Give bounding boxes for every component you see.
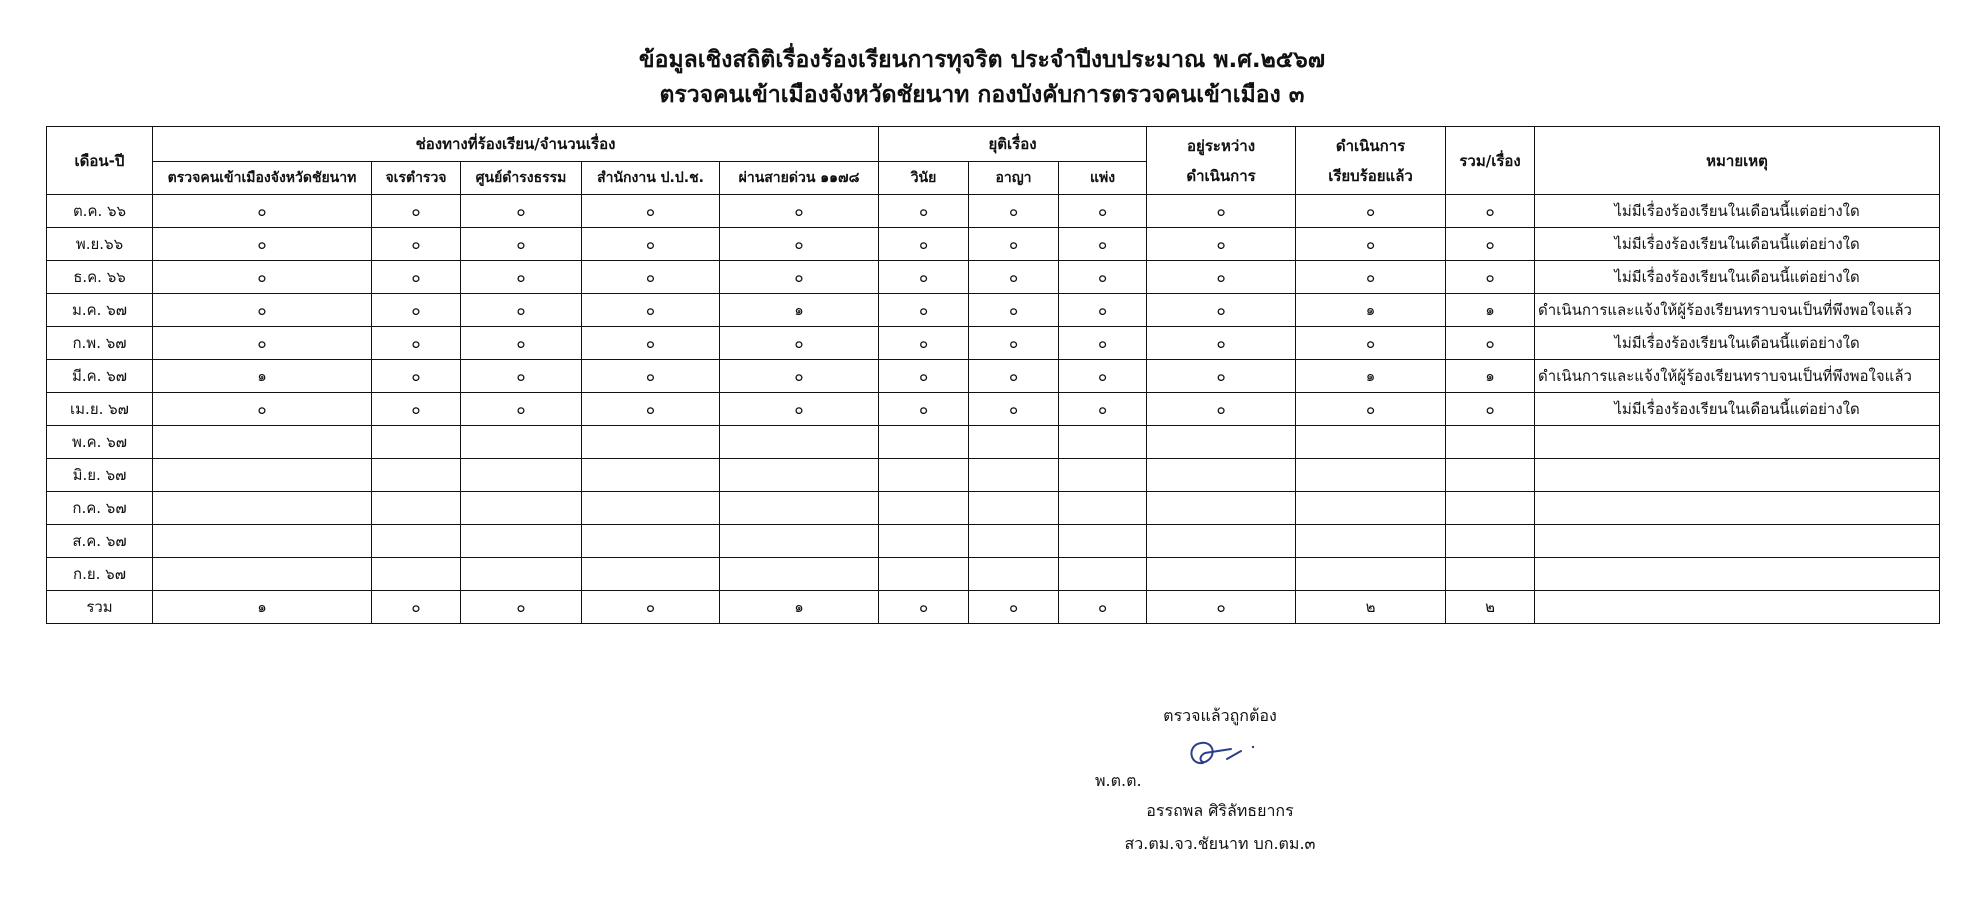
cell-end-civil xyxy=(1059,459,1147,492)
table-row xyxy=(47,294,1940,327)
cell-completed: ๐ xyxy=(1296,327,1446,360)
cell-completed xyxy=(1296,558,1446,591)
cell-in-progress xyxy=(1147,525,1296,558)
cell-channel-inspector xyxy=(372,492,461,525)
cell-channel-pacc: ๐ xyxy=(582,261,720,294)
cell-channel-office: ๐ xyxy=(153,327,372,360)
cell-channel-inspector: ๐ xyxy=(372,228,461,261)
cell-end-criminal: ๐ xyxy=(969,228,1059,261)
table-row xyxy=(47,459,1940,492)
cell-total: ๒ xyxy=(1446,591,1535,624)
header-end-group: ยุติเรื่อง xyxy=(879,127,1147,162)
cell-total: ๐ xyxy=(1446,195,1535,228)
cell-end-criminal xyxy=(969,492,1059,525)
cell-channel-office xyxy=(153,558,372,591)
cell-channel-inspector xyxy=(372,426,461,459)
cell-channel-pacc: ๐ xyxy=(582,591,720,624)
cell-remark: ดำเนินการและแจ้งให้ผู้ร้องเรียนทราบจนเป็นที่พึงพอใจแล้ว xyxy=(1535,294,1940,327)
table-row xyxy=(47,195,1940,228)
cell-end-criminal: ๐ xyxy=(969,327,1059,360)
cell-end-civil: ๐ xyxy=(1059,195,1147,228)
signer-name: อรรถพล ศิริลัทธยากร xyxy=(1146,801,1294,820)
cell-completed xyxy=(1296,525,1446,558)
cell-in-progress: ๐ xyxy=(1147,228,1296,261)
cell-end-discipline xyxy=(879,558,969,591)
cell-completed xyxy=(1296,459,1446,492)
header-in-progress-line1: อยู่ระหว่าง xyxy=(1187,136,1256,155)
header-channel-office: ตรวจคนเข้าเมืองจังหวัดชัยนาท xyxy=(153,162,372,195)
cell-channel-justice-center: ๐ xyxy=(461,591,582,624)
cell-end-civil: ๐ xyxy=(1059,360,1147,393)
cell-completed xyxy=(1296,426,1446,459)
cell-remark xyxy=(1535,558,1940,591)
cell-channel-justice-center: ๐ xyxy=(461,327,582,360)
cell-channel-pacc: ๐ xyxy=(582,195,720,228)
signer-position: สว.ตม.จว.ชัยนาท บก.ตม.๓ xyxy=(1124,834,1316,853)
cell-channel-pacc xyxy=(582,525,720,558)
cell-remark: ไม่มีเรื่องร้องเรียนในเดือนนี้แต่อย่างใด xyxy=(1535,195,1940,228)
complaint-statistics-table xyxy=(46,126,1940,624)
cell-total xyxy=(1446,558,1535,591)
cell-remark: ไม่มีเรื่องร้องเรียนในเดือนนี้แต่อย่างใด xyxy=(1535,261,1940,294)
cell-end-civil: ๐ xyxy=(1059,228,1147,261)
cell-month: ก.ย. ๖๗ xyxy=(47,558,153,591)
cell-remark xyxy=(1535,525,1940,558)
cell-month: เม.ย. ๖๗ xyxy=(47,393,153,426)
cell-end-discipline xyxy=(879,459,969,492)
cell-total xyxy=(1446,525,1535,558)
cell-channel-justice-center xyxy=(461,492,582,525)
cell-completed: ๑ xyxy=(1296,294,1446,327)
cell-total: ๐ xyxy=(1446,261,1535,294)
cell-end-discipline: ๐ xyxy=(879,261,969,294)
cell-end-criminal: ๐ xyxy=(969,261,1059,294)
cell-end-criminal xyxy=(969,558,1059,591)
header-channel-hotline: ผ่านสายด่วน ๑๑๗๘ xyxy=(720,162,879,195)
cell-total: ๑ xyxy=(1446,294,1535,327)
cell-month: ม.ค. ๖๗ xyxy=(47,294,153,327)
table-body xyxy=(47,195,1940,624)
document-title: ข้อมูลเชิงสถิติเรื่องร้องเรียนการทุจริต ประจำปีงบประมาณ พ.ศ.๒๕๖๗ xyxy=(638,47,1326,73)
verified-label: ตรวจแล้วถูกต้อง xyxy=(1163,706,1277,725)
cell-end-discipline: ๐ xyxy=(879,294,969,327)
cell-channel-office: ๐ xyxy=(153,228,372,261)
cell-channel-hotline xyxy=(720,426,879,459)
table-row xyxy=(47,360,1940,393)
cell-month: ต.ค. ๖๖ xyxy=(47,195,153,228)
cell-channel-inspector xyxy=(372,558,461,591)
cell-channel-justice-center xyxy=(461,459,582,492)
cell-month: มิ.ย. ๖๗ xyxy=(47,459,153,492)
cell-remark: ดำเนินการและแจ้งให้ผู้ร้องเรียนทราบจนเป็นที่พึงพอใจแล้ว xyxy=(1535,360,1940,393)
table-row xyxy=(47,492,1940,525)
cell-total: ๐ xyxy=(1446,327,1535,360)
header-completed-line2: เรียบร้อยแล้ว xyxy=(1328,166,1413,185)
header-remarks: หมายเหตุ xyxy=(1535,127,1940,195)
header-in-progress xyxy=(1147,127,1296,195)
header-total: รวม/เรื่อง xyxy=(1446,127,1535,195)
cell-remark xyxy=(1535,459,1940,492)
cell-end-civil: ๐ xyxy=(1059,393,1147,426)
cell-completed: ๒ xyxy=(1296,591,1446,624)
cell-end-civil xyxy=(1059,426,1147,459)
cell-month: ก.ค. ๖๗ xyxy=(47,492,153,525)
cell-end-discipline: ๐ xyxy=(879,393,969,426)
table-row xyxy=(47,327,1940,360)
cell-channel-hotline xyxy=(720,492,879,525)
cell-end-discipline xyxy=(879,525,969,558)
cell-end-criminal: ๐ xyxy=(969,591,1059,624)
cell-end-civil xyxy=(1059,492,1147,525)
cell-channel-office xyxy=(153,459,372,492)
cell-in-progress xyxy=(1147,558,1296,591)
cell-channel-hotline: ๐ xyxy=(720,393,879,426)
cell-completed: ๐ xyxy=(1296,195,1446,228)
cell-channel-inspector: ๐ xyxy=(372,294,461,327)
cell-total xyxy=(1446,459,1535,492)
cell-in-progress xyxy=(1147,426,1296,459)
cell-end-civil: ๐ xyxy=(1059,294,1147,327)
cell-channel-pacc: ๐ xyxy=(582,327,720,360)
cell-completed xyxy=(1296,492,1446,525)
cell-completed: ๐ xyxy=(1296,393,1446,426)
cell-month: รวม xyxy=(47,591,153,624)
cell-end-discipline xyxy=(879,426,969,459)
cell-channel-hotline xyxy=(720,558,879,591)
cell-end-criminal xyxy=(969,459,1059,492)
cell-in-progress: ๐ xyxy=(1147,393,1296,426)
cell-in-progress: ๐ xyxy=(1147,261,1296,294)
cell-month: ส.ค. ๖๗ xyxy=(47,525,153,558)
cell-in-progress: ๐ xyxy=(1147,195,1296,228)
cell-channel-pacc xyxy=(582,459,720,492)
cell-channel-pacc xyxy=(582,558,720,591)
header-completed xyxy=(1296,127,1446,195)
cell-channel-hotline: ๐ xyxy=(720,228,879,261)
cell-remark xyxy=(1535,591,1940,624)
table-row xyxy=(47,228,1940,261)
cell-end-discipline: ๐ xyxy=(879,360,969,393)
cell-in-progress: ๐ xyxy=(1147,327,1296,360)
signer-rank: พ.ต.ต. xyxy=(1095,771,1142,790)
table-row xyxy=(47,393,1940,426)
cell-channel-justice-center: ๐ xyxy=(461,360,582,393)
cell-month: พ.ย.๖๖ xyxy=(47,228,153,261)
cell-channel-inspector: ๐ xyxy=(372,261,461,294)
cell-channel-inspector: ๐ xyxy=(372,360,461,393)
cell-end-discipline: ๐ xyxy=(879,591,969,624)
cell-channel-pacc: ๐ xyxy=(582,294,720,327)
header-end-criminal: อาญา xyxy=(969,162,1059,195)
cell-channel-hotline: ๐ xyxy=(720,195,879,228)
cell-channel-pacc: ๐ xyxy=(582,360,720,393)
cell-channel-office: ๑ xyxy=(153,591,372,624)
cell-end-civil xyxy=(1059,525,1147,558)
cell-total: ๑ xyxy=(1446,360,1535,393)
header-in-progress-line2: ดำเนินการ xyxy=(1186,166,1256,185)
table-row xyxy=(47,558,1940,591)
cell-channel-office xyxy=(153,492,372,525)
cell-end-criminal: ๐ xyxy=(969,393,1059,426)
cell-in-progress xyxy=(1147,492,1296,525)
cell-completed: ๑ xyxy=(1296,360,1446,393)
cell-channel-justice-center: ๐ xyxy=(461,228,582,261)
cell-channel-hotline xyxy=(720,525,879,558)
cell-month: พ.ค. ๖๗ xyxy=(47,426,153,459)
cell-month: ก.พ. ๖๗ xyxy=(47,327,153,360)
cell-channel-inspector: ๐ xyxy=(372,393,461,426)
cell-channel-inspector: ๐ xyxy=(372,591,461,624)
cell-end-criminal: ๐ xyxy=(969,360,1059,393)
cell-completed: ๐ xyxy=(1296,228,1446,261)
table-row xyxy=(47,591,1940,624)
cell-month: มี.ค. ๖๗ xyxy=(47,360,153,393)
cell-channel-office xyxy=(153,525,372,558)
cell-total: ๐ xyxy=(1446,228,1535,261)
cell-channel-hotline xyxy=(720,459,879,492)
cell-in-progress: ๐ xyxy=(1147,591,1296,624)
cell-channel-office: ๐ xyxy=(153,261,372,294)
cell-month: ธ.ค. ๖๖ xyxy=(47,261,153,294)
header-channel-inspector: จเรตำรวจ xyxy=(372,162,461,195)
header-channel-justice-center: ศูนย์ดำรงธรรม xyxy=(461,162,582,195)
cell-channel-pacc: ๐ xyxy=(582,228,720,261)
cell-end-discipline: ๐ xyxy=(879,327,969,360)
cell-channel-hotline: ๑ xyxy=(720,294,879,327)
cell-channel-hotline: ๐ xyxy=(720,327,879,360)
cell-channel-office xyxy=(153,426,372,459)
table-row xyxy=(47,426,1940,459)
cell-total: ๐ xyxy=(1446,393,1535,426)
cell-end-civil: ๐ xyxy=(1059,327,1147,360)
cell-channel-justice-center xyxy=(461,525,582,558)
cell-channel-justice-center: ๐ xyxy=(461,195,582,228)
cell-end-civil: ๐ xyxy=(1059,591,1147,624)
cell-channel-inspector: ๐ xyxy=(372,327,461,360)
cell-end-criminal: ๐ xyxy=(969,294,1059,327)
table-row xyxy=(47,261,1940,294)
cell-in-progress: ๐ xyxy=(1147,360,1296,393)
header-end-discipline: วินัย xyxy=(879,162,969,195)
cell-end-discipline xyxy=(879,492,969,525)
cell-channel-pacc: ๐ xyxy=(582,393,720,426)
handwritten-signature-icon xyxy=(1183,735,1263,775)
cell-channel-inspector: ๐ xyxy=(372,195,461,228)
cell-end-criminal xyxy=(969,525,1059,558)
cell-channel-pacc xyxy=(582,426,720,459)
cell-end-criminal xyxy=(969,426,1059,459)
cell-total xyxy=(1446,426,1535,459)
cell-channel-office: ๐ xyxy=(153,393,372,426)
header-month: เดือน-ปี xyxy=(47,127,153,195)
cell-channel-justice-center: ๐ xyxy=(461,294,582,327)
cell-in-progress xyxy=(1147,459,1296,492)
cell-end-discipline: ๐ xyxy=(879,228,969,261)
table-row xyxy=(47,525,1940,558)
cell-channel-pacc xyxy=(582,492,720,525)
cell-channel-office: ๑ xyxy=(153,360,372,393)
cell-channel-inspector xyxy=(372,459,461,492)
cell-channel-office: ๐ xyxy=(153,294,372,327)
cell-channel-justice-center: ๐ xyxy=(461,393,582,426)
cell-channel-office: ๐ xyxy=(153,195,372,228)
cell-end-civil xyxy=(1059,558,1147,591)
cell-remark: ไม่มีเรื่องร้องเรียนในเดือนนี้แต่อย่างใด xyxy=(1535,228,1940,261)
cell-remark xyxy=(1535,426,1940,459)
cell-end-discipline: ๐ xyxy=(879,195,969,228)
cell-channel-hotline: ๐ xyxy=(720,360,879,393)
cell-channel-justice-center xyxy=(461,558,582,591)
header-channels-group: ช่องทางที่ร้องเรียน/จำนวนเรื่อง xyxy=(153,127,879,162)
cell-end-civil: ๐ xyxy=(1059,261,1147,294)
cell-total xyxy=(1446,492,1535,525)
cell-remark xyxy=(1535,492,1940,525)
document-subtitle: ตรวจคนเข้าเมืองจังหวัดชัยนาท กองบังคับการตรวจคนเข้าเมือง ๓ xyxy=(659,82,1305,108)
header-channel-pacc: สำนักงาน ป.ป.ช. xyxy=(582,162,720,195)
header-completed-line1: ดำเนินการ xyxy=(1335,136,1406,155)
cell-completed: ๐ xyxy=(1296,261,1446,294)
cell-remark: ไม่มีเรื่องร้องเรียนในเดือนนี้แต่อย่างใด xyxy=(1535,393,1940,426)
cell-remark: ไม่มีเรื่องร้องเรียนในเดือนนี้แต่อย่างใด xyxy=(1535,327,1940,360)
cell-channel-inspector xyxy=(372,525,461,558)
cell-in-progress: ๐ xyxy=(1147,294,1296,327)
cell-end-criminal: ๐ xyxy=(969,195,1059,228)
cell-channel-hotline: ๑ xyxy=(720,591,879,624)
header-end-civil: แพ่ง xyxy=(1059,162,1147,195)
cell-channel-justice-center: ๐ xyxy=(461,261,582,294)
cell-channel-justice-center xyxy=(461,426,582,459)
cell-channel-hotline: ๐ xyxy=(720,261,879,294)
